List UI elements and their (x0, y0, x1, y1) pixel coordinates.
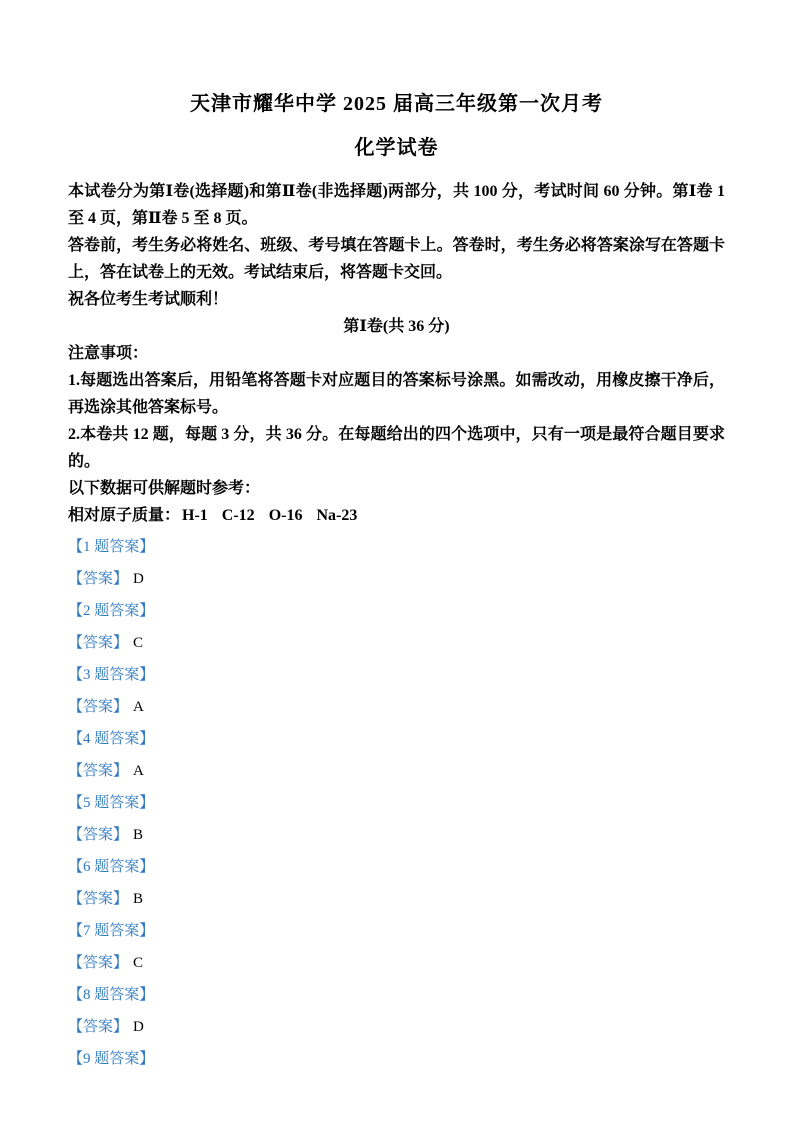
answer-letter: D (133, 571, 144, 587)
note-2: 2.本卷共 12 题，每题 3 分，共 36 分。在每题给出的四个选项中，只有一项是最符合题目要求的。 (68, 426, 725, 470)
answer-question-link[interactable]: 【8 题答案】 (68, 987, 155, 1003)
answer-question-link[interactable]: 【1 题答案】 (68, 539, 155, 555)
intro-paragraph-3: 祝各位考生考试顺利！ (68, 291, 229, 308)
intro-paragraph-1: 本试卷分为第Ⅰ卷(选择题)和第Ⅱ卷(非选择题)两部分，共 100 分，考试时间 60 分钟。第Ⅰ卷 1 至 4 页，第Ⅱ卷 5 至 8 页。 (68, 183, 725, 227)
answer-line (68, 633, 725, 653)
answer-letter: B (133, 891, 144, 907)
answer-label-link[interactable]: 【答案】 (68, 571, 129, 587)
atomic-mass-value: O-16 (268, 507, 303, 524)
answer-list (68, 537, 725, 1069)
answer-letter: C (133, 955, 144, 971)
atomic-mass-values (180, 507, 357, 524)
answer-question-link[interactable]: 【9 题答案】 (68, 1051, 155, 1067)
atomic-mass-value: H-1 (182, 507, 208, 524)
note-1: 1.每题选出答案后，用铅笔将答题卡对应题目的答案标号涂黑。如需改动，用橡皮擦干净后，再选涂其他答案标号。 (68, 372, 725, 416)
answer-question-link[interactable]: 【5 题答案】 (68, 795, 155, 811)
answer-line (68, 889, 725, 909)
answer-label-link[interactable]: 【答案】 (68, 891, 129, 907)
atomic-mass-value: Na-23 (316, 507, 358, 524)
exam-title: 天津市耀华中学 2025 届高三年级第一次月考 (190, 93, 603, 115)
answer-letter: A (133, 699, 144, 715)
atomic-mass-line (68, 502, 725, 529)
answer-letter: A (133, 763, 144, 779)
answer-line (68, 825, 725, 845)
answer-question-link[interactable]: 【2 题答案】 (68, 603, 155, 619)
answer-label-link[interactable]: 【答案】 (68, 699, 129, 715)
intro-paragraph-2: 答卷前，考生务必将姓名、班级、考号填在答题卡上。答卷时，考生务必将答案涂写在答题卡上，答在试卷上的无效。考试结束后，将答题卡交回。 (68, 237, 725, 281)
answer-letter: D (133, 1019, 144, 1035)
section1-notes (68, 340, 725, 529)
answer-line (68, 761, 725, 781)
answer-line (68, 697, 725, 717)
answer-label-link[interactable]: 【答案】 (68, 635, 129, 651)
answer-label-link[interactable]: 【答案】 (68, 1019, 129, 1035)
atomic-mass-label: 相对原子质量： (68, 507, 181, 524)
answer-letter: C (133, 635, 144, 651)
answer-label-link[interactable]: 【答案】 (68, 955, 129, 971)
answer-label-link[interactable]: 【答案】 (68, 763, 129, 779)
exam-intro (68, 178, 725, 313)
atomic-mass-value: C-12 (221, 507, 255, 524)
answer-line (68, 569, 725, 589)
answer-line (68, 953, 725, 973)
answer-question-link[interactable]: 【4 题答案】 (68, 731, 155, 747)
answer-line (68, 1017, 725, 1037)
answer-question-link[interactable]: 【3 题答案】 (68, 667, 155, 683)
reference-intro: 以下数据可供解题时参考： (68, 480, 261, 497)
answer-label-link[interactable]: 【答案】 (68, 827, 129, 843)
answer-question-link[interactable]: 【6 题答案】 (68, 859, 155, 875)
answer-question-link[interactable]: 【7 题答案】 (68, 923, 155, 939)
answer-letter: B (133, 827, 144, 843)
notes-heading: 注意事项： (68, 345, 149, 362)
exam-subtitle: 化学试卷 (354, 137, 439, 159)
section1-heading: 第Ⅰ卷(共 36 分) (343, 318, 450, 335)
